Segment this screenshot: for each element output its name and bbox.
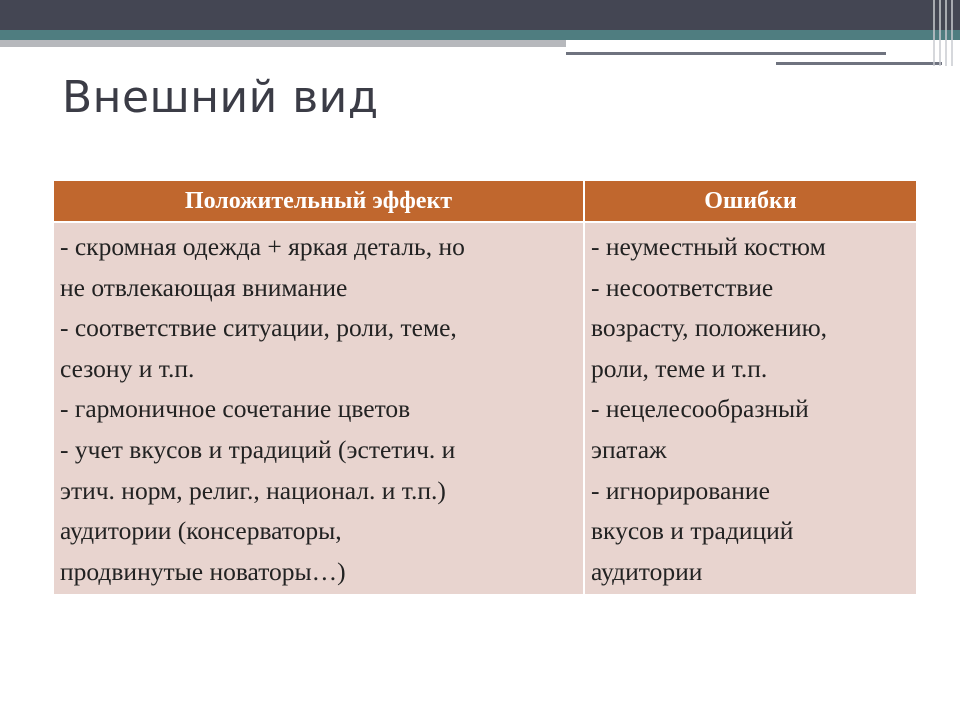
comparison-table [54,181,916,594]
cell-line: не отвлекающая внимание [60,272,348,302]
header-step-line-short [776,62,942,65]
mistakes-cell [584,222,916,594]
header-positive-effect: Положительный эффект [54,181,584,222]
cell-line: роли, теме и т.п. [591,353,768,383]
header-step-line [566,52,886,55]
cell-line: аудитории (консерваторы, [60,516,342,546]
teal-accent-stripe [0,30,960,40]
cell-line: - игнорирование [591,475,770,505]
table-header-row [54,181,916,222]
cell-line: - учет вкусов и традиций (эстетич. и [60,434,456,464]
cell-line: - несоответствие [591,272,774,302]
cell-line: аудитории [591,556,703,586]
top-decorative-bar [0,0,960,30]
corner-decoration [926,0,960,66]
header-mistakes: Ошибки [584,181,916,222]
positive-effects-cell [54,222,584,594]
slide-title: Внешний вид [62,72,379,123]
cell-line: - соответствие ситуации, роли, теме, [60,313,457,343]
cell-line: - неуместный костюм [591,232,826,261]
cell-line: продвинутые новаторы…) [60,556,346,586]
cell-line: - гармоничное сочетание цветов [60,394,411,424]
cell-line: сезону и т.п. [60,353,195,383]
cell-line: эпатаж [591,434,667,464]
cell-line: - нецелесообразный [591,394,809,424]
table-row [54,222,916,594]
cell-line: вкусов и традиций [591,516,794,546]
cell-line: - скромная одежда + яркая деталь, но [60,232,465,261]
cell-line: этич. норм, религ., национал. и т.п.) [60,475,446,505]
cell-line: возрасту, положению, [591,313,828,343]
